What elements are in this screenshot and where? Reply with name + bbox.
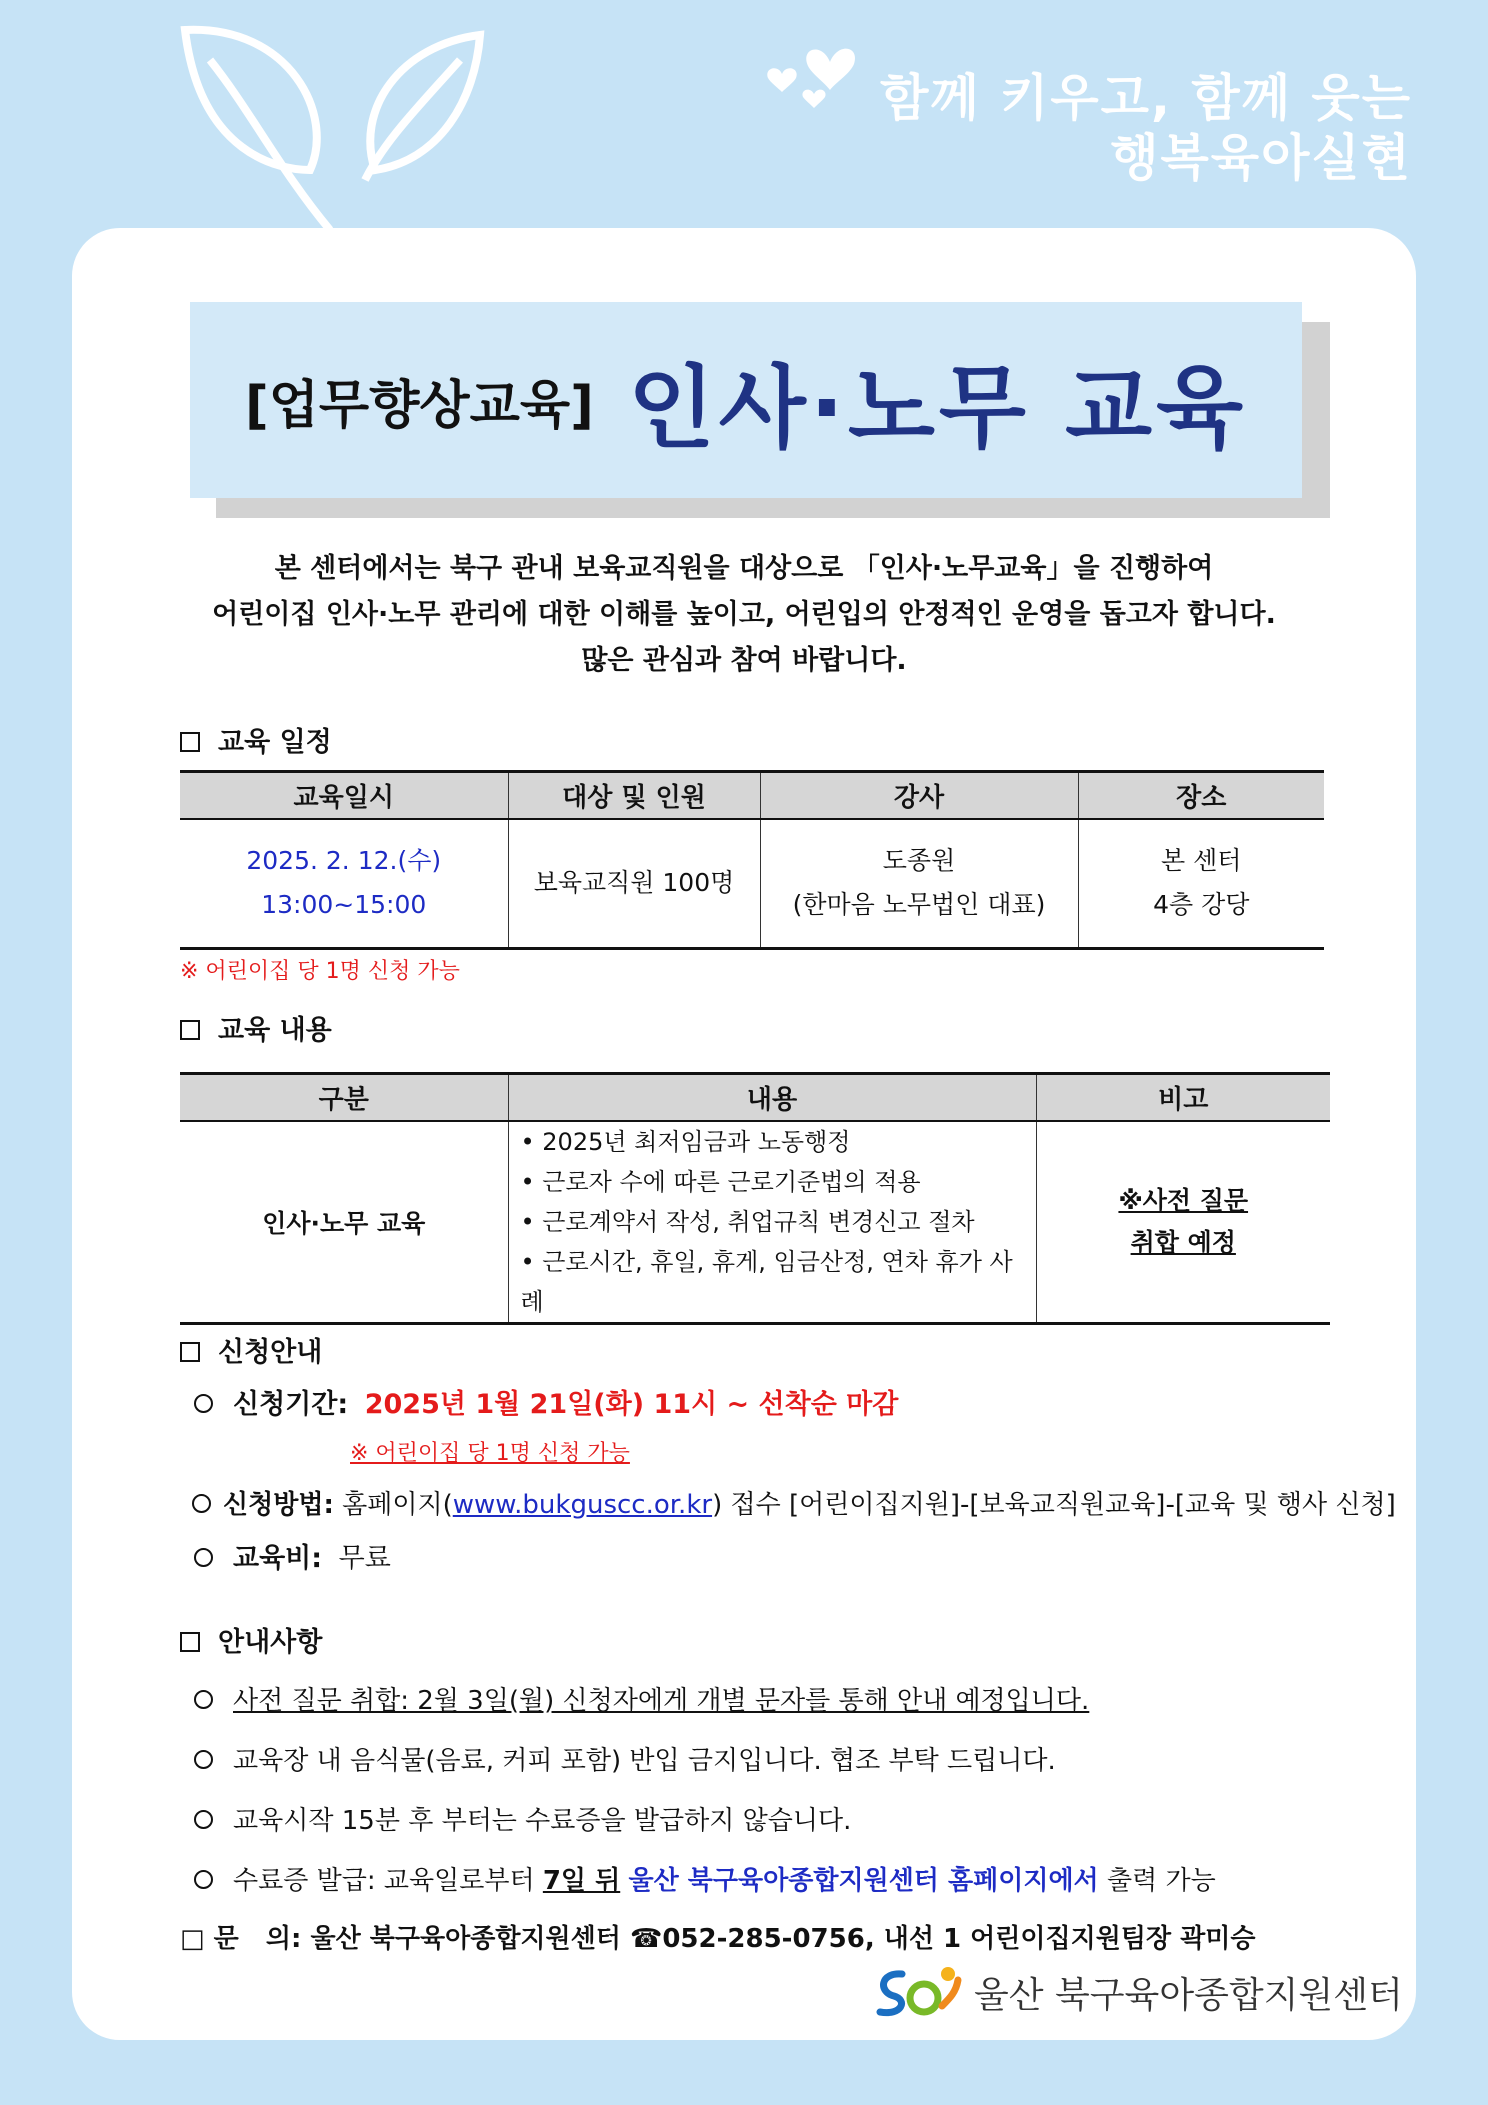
col-target: 대상 및 인원 — [508, 772, 760, 819]
notice-heading — [180, 1620, 322, 1659]
content-heading — [180, 1008, 332, 1047]
circle-bullet-icon — [194, 1870, 213, 1889]
col-lecturer: 강사 — [760, 772, 1078, 819]
notice-item-2 — [194, 1740, 1056, 1777]
apply-period — [194, 1382, 898, 1421]
schedule-time: 13:00~15:00 — [261, 890, 427, 920]
notice-days: 7일 뒤 — [542, 1866, 621, 1896]
fee-label: 교육비: — [233, 1543, 323, 1574]
notice-heading-label: 안내사항 — [218, 1627, 323, 1658]
col-remark: 비고 — [1036, 1074, 1330, 1121]
center-logo — [872, 1962, 1403, 2022]
leaf-outline-icon — [170, 20, 500, 235]
schedule-heading — [180, 720, 332, 759]
notice-item-4 — [194, 1860, 1216, 1897]
notice-text-4-pre: 수료증 발급: 교육일로부터 — [233, 1866, 535, 1896]
intro-line-3: 많은 관심과 참여 바랍니다. — [581, 645, 907, 676]
cell-target: 보육교직원 100명 — [508, 819, 760, 949]
checkbox-square-icon — [180, 1342, 200, 1362]
table-header-row — [180, 1074, 1330, 1121]
apply-method — [192, 1484, 1396, 1521]
lecturer-name: 도종원 — [882, 846, 956, 876]
cell-place — [1078, 819, 1324, 949]
logo-mark-icon — [872, 1962, 964, 2022]
list-item: • 근로자 수에 따른 근로기준법의 적용 — [520, 1167, 921, 1196]
apply-fee — [194, 1536, 391, 1575]
title-banner — [190, 302, 1302, 498]
cell-items — [508, 1121, 1036, 1324]
method-label: 신청방법: — [223, 1490, 334, 1520]
list-item: • 근로계약서 작성, 취업규칙 변경신고 절차 — [520, 1207, 975, 1236]
lecturer-org: (한마음 노무법인 대표) — [792, 890, 1046, 920]
circle-bullet-icon — [194, 1810, 213, 1829]
homepage-link[interactable]: www.bukguscc.or.kr — [452, 1490, 713, 1520]
list-item: • 2025년 최저임금과 노동행정 — [520, 1127, 851, 1156]
cell-category: 인사·노무 교육 — [180, 1121, 508, 1324]
hearts-icon — [760, 34, 870, 114]
cell-remark — [1036, 1121, 1330, 1324]
notice-text-3: 교육시작 15분 후 부터는 수료증을 발급하지 않습니다. — [233, 1806, 852, 1836]
remark-line-2: 취합 예정 — [1130, 1227, 1236, 1257]
page-title: 인사·노무 교육 — [627, 356, 1248, 461]
checkbox-square-icon — [180, 1020, 200, 1040]
notice-item-1 — [194, 1680, 1089, 1717]
schedule-note: ※ 어린이집 당 1명 신청 가능 — [180, 959, 460, 984]
col-date: 교육일시 — [180, 772, 508, 819]
circle-bullet-icon — [192, 1494, 211, 1513]
col-category: 구분 — [180, 1074, 508, 1121]
slogan-line-1: 함께 키우고, 함께 웃는 — [880, 69, 1412, 127]
slogan — [880, 68, 1412, 188]
checkbox-square-icon — [180, 732, 200, 752]
table-row — [180, 819, 1324, 949]
notice-text-2: 교육장 내 음식물(음료, 커피 포함) 반입 금지입니다. 협조 부탁 드립니다. — [233, 1746, 1056, 1776]
checkbox-square-icon — [180, 1632, 200, 1652]
title-tag: [업무향상교육] — [244, 375, 594, 436]
notice-item-3 — [194, 1800, 851, 1837]
table-header-row — [180, 772, 1324, 819]
remark-line-1: ※사전 질문 — [1118, 1185, 1249, 1215]
slogan-line-2: 행복육아실현 — [1110, 129, 1412, 187]
logo-text: 울산 북구육아종합지원센터 — [974, 1974, 1403, 2016]
list-item: • 근로시간, 휴일, 휴게, 임금산정, 연차 휴가 사례 — [520, 1247, 1013, 1316]
table-row — [180, 1121, 1330, 1324]
content-table — [180, 1072, 1330, 1325]
place-line-2: 4층 강당 — [1153, 890, 1250, 920]
method-post: ) 접수 [어린이집지원]-[보육교직원교육]-[교육 및 행사 신청] — [712, 1490, 1396, 1520]
col-place: 장소 — [1078, 772, 1324, 819]
cell-lecturer — [760, 819, 1078, 949]
apply-heading-label: 신청안내 — [218, 1337, 323, 1368]
schedule-table — [180, 770, 1324, 950]
notice-text-4-post: 출력 가능 — [1106, 1866, 1216, 1896]
content-heading-label: 교육 내용 — [218, 1015, 332, 1046]
circle-bullet-icon — [194, 1394, 213, 1413]
schedule-heading-label: 교육 일정 — [218, 727, 332, 758]
cell-datetime — [180, 819, 508, 949]
fee-value: 무료 — [338, 1543, 391, 1574]
circle-bullet-icon — [194, 1750, 213, 1769]
circle-bullet-icon — [194, 1690, 213, 1709]
intro-line-2: 어린이집 인사·노무 관리에 대한 이해를 높이고, 어린입의 안정적인 운영을 돕고자 합니다. — [212, 599, 1276, 630]
notice-site: 울산 북구육아종합지원센터 홈페이지에서 — [628, 1866, 1099, 1896]
apply-heading — [180, 1330, 322, 1369]
schedule-date: 2025. 2. 12.(수) — [246, 846, 442, 876]
circle-bullet-icon — [194, 1548, 213, 1567]
period-note: ※ 어린이집 당 1명 신청 가능 — [350, 1441, 630, 1466]
period-label: 신청기간: — [233, 1389, 349, 1420]
contact-info: □ 문 의: 울산 북구육아종합지원센터 ☎052-285-0756, 내선 1 어린이집지원팀장 곽미승 — [180, 1924, 1256, 1954]
intro-line-1: 본 센터에서는 북구 관내 보육교직원을 대상으로 「인사·노무교육」을 진행하여 — [274, 553, 1214, 584]
place-line-1: 본 센터 — [1161, 846, 1242, 876]
period-value: 2025년 1월 21일(화) 11시 ~ 선착순 마감 — [364, 1389, 899, 1420]
col-items: 내용 — [508, 1074, 1036, 1121]
intro-text — [120, 546, 1368, 684]
notice-text-1: 사전 질문 취합: 2월 3일(월) 신청자에게 개별 문자를 통해 안내 예정입니다. — [233, 1686, 1090, 1716]
method-pre: 홈페이지( — [342, 1490, 453, 1520]
